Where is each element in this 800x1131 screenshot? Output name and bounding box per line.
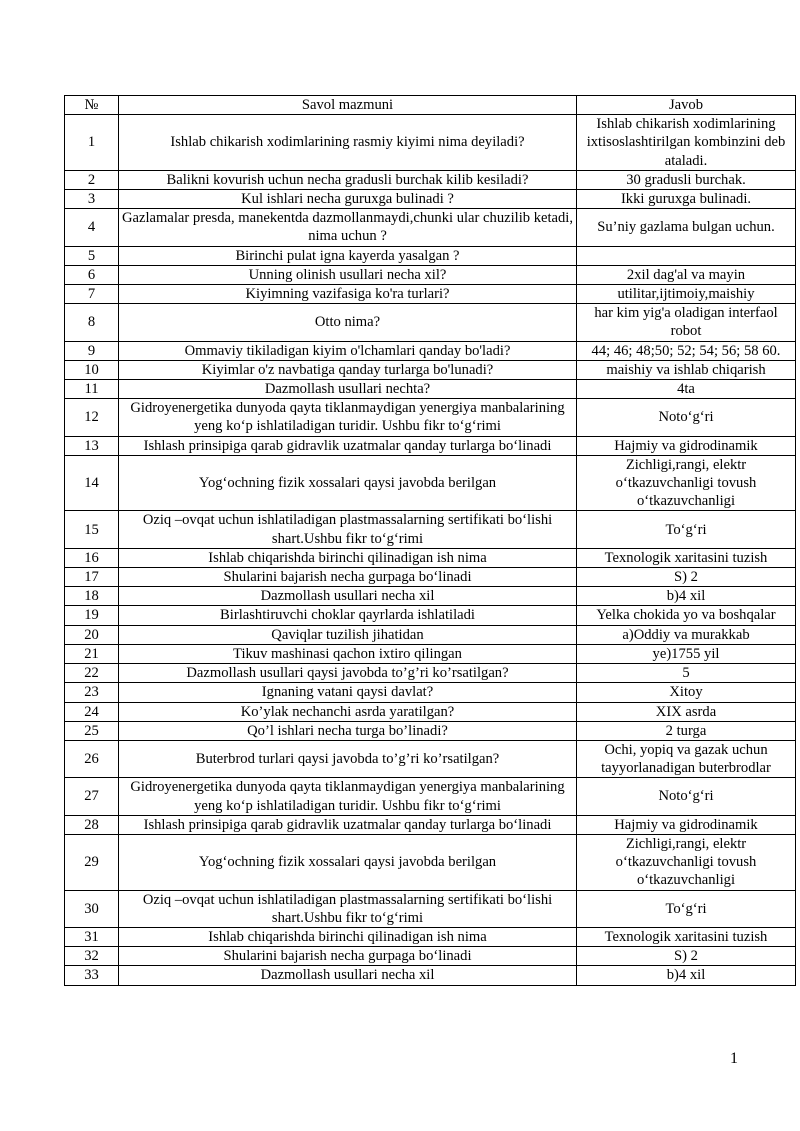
row-number: 11 bbox=[65, 380, 119, 399]
answer-cell: Yelka chokida yo va boshqalar bbox=[577, 606, 796, 625]
row-number: 4 bbox=[65, 209, 119, 246]
question-cell: Dazmollash usullari nechta? bbox=[119, 380, 577, 399]
question-cell: Tikuv mashinasi qachon ixtiro qilingan bbox=[119, 644, 577, 663]
row-number: 29 bbox=[65, 834, 119, 890]
row-number: 6 bbox=[65, 265, 119, 284]
answer-cell: Ikki guruxga bulinadi. bbox=[577, 190, 796, 209]
question-cell: Oziq –ovqat uchun ishlatiladigan plastmassalarning sertifikati bo‘lishi shart.Ushbu fikr to‘g‘rimi bbox=[119, 511, 577, 548]
row-number: 8 bbox=[65, 304, 119, 341]
header-number: № bbox=[65, 96, 119, 115]
table-row bbox=[65, 568, 796, 587]
table-header-row bbox=[65, 96, 796, 115]
question-cell: Gidroyenergetika dunyoda qayta tiklanmaydigan yenergiya manbalarining yeng ko‘p ishlatiladigan turidir. Ushbu fikr to‘g‘rimi bbox=[119, 778, 577, 815]
question-cell: Kul ishlari necha guruxga bulinadi ? bbox=[119, 190, 577, 209]
table-row bbox=[65, 606, 796, 625]
answer-cell: maishiy va ishlab chiqarish bbox=[577, 360, 796, 379]
table-row bbox=[65, 115, 796, 171]
answer-cell: 2 turga bbox=[577, 721, 796, 740]
table-row bbox=[65, 927, 796, 946]
answer-cell: b)4 xil bbox=[577, 966, 796, 985]
answer-cell: Noto‘g‘ri bbox=[577, 778, 796, 815]
question-cell: Yog‘ochning fizik xossalari qaysi javobda berilgan bbox=[119, 834, 577, 890]
qa-table bbox=[64, 95, 796, 986]
answer-cell: S) 2 bbox=[577, 947, 796, 966]
question-cell: Gidroyenergetika dunyoda qayta tiklanmaydigan yenergiya manbalarining yeng ko‘p ishlatiladigan turidir. Ushbu fikr to‘g‘rimi bbox=[119, 399, 577, 436]
row-number: 9 bbox=[65, 341, 119, 360]
table-row bbox=[65, 399, 796, 436]
question-cell: Ommaviy tikiladigan kiyim o'lchamlari qanday bo'ladi? bbox=[119, 341, 577, 360]
row-number: 3 bbox=[65, 190, 119, 209]
table-row bbox=[65, 778, 796, 815]
table-row bbox=[65, 740, 796, 777]
table-row bbox=[65, 834, 796, 890]
answer-cell: Ochi, yopiq va gazak uchun tayyorlanadigan buterbrodlar bbox=[577, 740, 796, 777]
table-row bbox=[65, 246, 796, 265]
row-number: 19 bbox=[65, 606, 119, 625]
table-row bbox=[65, 380, 796, 399]
answer-cell: Zichligi,rangi, elektr o‘tkazuvchanligi tovush o‘tkazuvchanligi bbox=[577, 834, 796, 890]
table-row bbox=[65, 815, 796, 834]
answer-cell: 4ta bbox=[577, 380, 796, 399]
row-number: 2 bbox=[65, 170, 119, 189]
table-row bbox=[65, 511, 796, 548]
question-cell: Yog‘ochning fizik xossalari qaysi javobda berilgan bbox=[119, 455, 577, 511]
header-answer: Javob bbox=[577, 96, 796, 115]
question-cell: Dazmollash usullari necha xil bbox=[119, 587, 577, 606]
answer-cell: Noto‘g‘ri bbox=[577, 399, 796, 436]
row-number: 23 bbox=[65, 683, 119, 702]
table-row bbox=[65, 664, 796, 683]
row-number: 32 bbox=[65, 947, 119, 966]
row-number: 30 bbox=[65, 890, 119, 927]
answer-cell: Hajmiy va gidrodinamik bbox=[577, 815, 796, 834]
table-row bbox=[65, 209, 796, 246]
answer-cell: 5 bbox=[577, 664, 796, 683]
row-number: 1 bbox=[65, 115, 119, 171]
row-number: 22 bbox=[65, 664, 119, 683]
question-cell: Ishlab chiqarishda birinchi qilinadigan ish nima bbox=[119, 927, 577, 946]
row-number: 25 bbox=[65, 721, 119, 740]
row-number: 10 bbox=[65, 360, 119, 379]
answer-cell bbox=[577, 246, 796, 265]
question-cell: Kiyimning vazifasiga ko'ra turlari? bbox=[119, 285, 577, 304]
answer-cell: XIX asrda bbox=[577, 702, 796, 721]
row-number: 18 bbox=[65, 587, 119, 606]
question-cell: Oziq –ovqat uchun ishlatiladigan plastmassalarning sertifikati bo‘lishi shart.Ushbu fikr to‘g‘rimi bbox=[119, 890, 577, 927]
question-cell: Ishlash prinsipiga qarab gidravlik uzatmalar qanday turlarga bo‘linadi bbox=[119, 815, 577, 834]
question-cell: Ishlab chiqarishda birinchi qilinadigan ish nima bbox=[119, 548, 577, 567]
question-cell: Unning olinish usullari necha xil? bbox=[119, 265, 577, 284]
table-row bbox=[65, 341, 796, 360]
row-number: 15 bbox=[65, 511, 119, 548]
answer-cell: S) 2 bbox=[577, 568, 796, 587]
answer-cell: Su’niy gazlama bulgan uchun. bbox=[577, 209, 796, 246]
question-cell: Buterbrod turlari qaysi javobda to’g’ri ko’rsatilgan? bbox=[119, 740, 577, 777]
question-cell: Shularini bajarish necha gurpaga bo‘linadi bbox=[119, 568, 577, 587]
question-cell: Ishlab chikarish xodimlarining rasmiy kiyimi nima deyiladi? bbox=[119, 115, 577, 171]
answer-cell: ye)1755 yil bbox=[577, 644, 796, 663]
answer-cell: Hajmiy va gidrodinamik bbox=[577, 436, 796, 455]
answer-cell: 30 gradusli burchak. bbox=[577, 170, 796, 189]
row-number: 7 bbox=[65, 285, 119, 304]
row-number: 14 bbox=[65, 455, 119, 511]
answer-cell: To‘g‘ri bbox=[577, 890, 796, 927]
table-row bbox=[65, 625, 796, 644]
question-cell: Gazlamalar presda, manekentda dazmollanmaydi,chunki ular chuzilib ketadi, nima uchun ? bbox=[119, 209, 577, 246]
question-cell: Ignaning vatani qaysi davlat? bbox=[119, 683, 577, 702]
row-number: 27 bbox=[65, 778, 119, 815]
table-row bbox=[65, 436, 796, 455]
row-number: 28 bbox=[65, 815, 119, 834]
answer-cell: Xitoy bbox=[577, 683, 796, 702]
question-cell: Dazmollash usullari necha xil bbox=[119, 966, 577, 985]
answer-cell: utilitar,ijtimoiy,maishiy bbox=[577, 285, 796, 304]
table-body bbox=[65, 115, 796, 985]
header-question: Savol mazmuni bbox=[119, 96, 577, 115]
table-row bbox=[65, 190, 796, 209]
row-number: 21 bbox=[65, 644, 119, 663]
table-row bbox=[65, 644, 796, 663]
table-row bbox=[65, 265, 796, 284]
row-number: 5 bbox=[65, 246, 119, 265]
answer-cell: b)4 xil bbox=[577, 587, 796, 606]
answer-cell: a)Oddiy va murakkab bbox=[577, 625, 796, 644]
row-number: 26 bbox=[65, 740, 119, 777]
question-cell: Shularini bajarish necha gurpaga bo‘linadi bbox=[119, 947, 577, 966]
table-row bbox=[65, 360, 796, 379]
table-row bbox=[65, 548, 796, 567]
row-number: 16 bbox=[65, 548, 119, 567]
question-cell: Kiyimlar o'z navbatiga qanday turlarga bo'lunadi? bbox=[119, 360, 577, 379]
page-number: 1 bbox=[730, 1050, 738, 1067]
row-number: 33 bbox=[65, 966, 119, 985]
table-row bbox=[65, 304, 796, 341]
table-row bbox=[65, 170, 796, 189]
answer-cell: Zichligi,rangi, elektr o‘tkazuvchanligi tovush o‘tkazuvchanligi bbox=[577, 455, 796, 511]
question-cell: Dazmollash usullari qaysi javobda to’g’ri ko’rsatilgan? bbox=[119, 664, 577, 683]
table-row bbox=[65, 966, 796, 985]
answer-cell: 2xil dag'al va mayin bbox=[577, 265, 796, 284]
question-cell: Balikni kovurish uchun necha gradusli burchak kilib kesiladi? bbox=[119, 170, 577, 189]
question-cell: Qaviqlar tuzilish jihatidan bbox=[119, 625, 577, 644]
question-cell: Qo’l ishlari necha turga bo’linadi? bbox=[119, 721, 577, 740]
question-cell: Ishlash prinsipiga qarab gidravlik uzatmalar qanday turlarga bo‘linadi bbox=[119, 436, 577, 455]
question-cell: Ko’ylak nechanchi asrda yaratilgan? bbox=[119, 702, 577, 721]
row-number: 24 bbox=[65, 702, 119, 721]
answer-cell: 44; 46; 48;50; 52; 54; 56; 58 60. bbox=[577, 341, 796, 360]
question-cell: Otto nima? bbox=[119, 304, 577, 341]
table-row bbox=[65, 683, 796, 702]
answer-cell: Texnologik xaritasini tuzish bbox=[577, 927, 796, 946]
row-number: 31 bbox=[65, 927, 119, 946]
answer-cell: Texnologik xaritasini tuzish bbox=[577, 548, 796, 567]
row-number: 17 bbox=[65, 568, 119, 587]
question-cell: Birinchi pulat igna kayerda yasalgan ? bbox=[119, 246, 577, 265]
table-row bbox=[65, 702, 796, 721]
answer-cell: To‘g‘ri bbox=[577, 511, 796, 548]
table-row bbox=[65, 587, 796, 606]
table-row bbox=[65, 455, 796, 511]
answer-cell: har kim yig'a oladigan interfaol robot bbox=[577, 304, 796, 341]
question-cell: Birlashtiruvchi choklar qayrlarda ishlatiladi bbox=[119, 606, 577, 625]
row-number: 20 bbox=[65, 625, 119, 644]
table-row bbox=[65, 721, 796, 740]
answer-cell: Ishlab chikarish xodimlarining ixtisoslashtirilgan kombinzini deb ataladi. bbox=[577, 115, 796, 171]
table-row bbox=[65, 890, 796, 927]
row-number: 12 bbox=[65, 399, 119, 436]
table-row bbox=[65, 285, 796, 304]
table-row bbox=[65, 947, 796, 966]
row-number: 13 bbox=[65, 436, 119, 455]
